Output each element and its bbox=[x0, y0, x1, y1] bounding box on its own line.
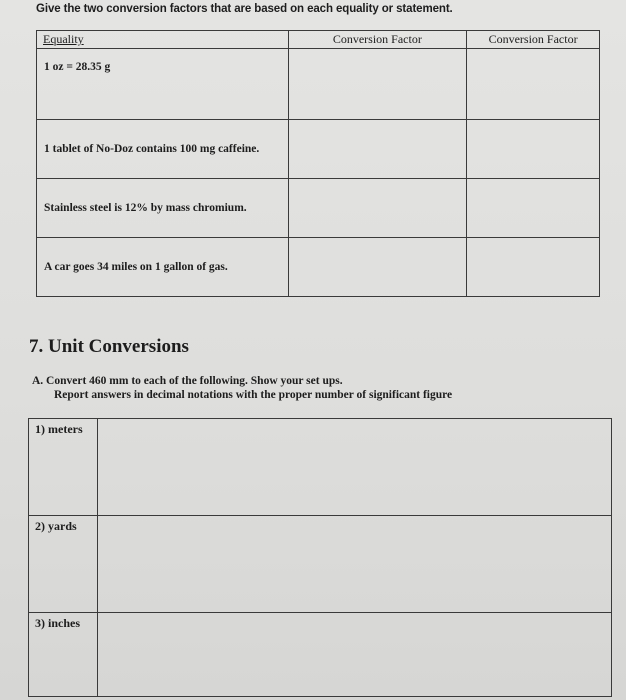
table-row bbox=[37, 49, 600, 120]
conversion-factor-answer-cell[interactable] bbox=[467, 120, 600, 179]
table-row bbox=[29, 613, 612, 697]
conversion-factor-answer-cell[interactable] bbox=[288, 179, 467, 238]
equality-statement: Stainless steel is 12% by mass chromium. bbox=[37, 179, 289, 238]
conversion-factor-header-2: Conversion Factor bbox=[467, 31, 600, 49]
conversion-factor-answer-cell[interactable] bbox=[467, 49, 600, 120]
conversion-item-label: 2) yards bbox=[29, 516, 98, 613]
conversion-factor-table bbox=[36, 30, 600, 297]
part-a-instructions bbox=[32, 374, 452, 402]
conversion-factor-answer-cell[interactable] bbox=[288, 120, 467, 179]
conversion-factor-answer-cell[interactable] bbox=[288, 238, 467, 297]
conversion-factor-answer-cell[interactable] bbox=[467, 179, 600, 238]
table-row bbox=[37, 238, 600, 297]
equality-header: Equality bbox=[37, 31, 289, 49]
table-row bbox=[29, 419, 612, 516]
conversion-work-area[interactable] bbox=[98, 516, 612, 613]
equality-statement: A car goes 34 miles on 1 gallon of gas. bbox=[37, 238, 289, 297]
part-a-line-1: A. Convert 460 mm to each of the following. Show your set ups. bbox=[32, 375, 343, 387]
section-title: 7. Unit Conversions bbox=[29, 336, 189, 357]
unit-conversion-table bbox=[28, 418, 612, 697]
conversion-factor-answer-cell[interactable] bbox=[288, 49, 467, 120]
conversion-work-area[interactable] bbox=[98, 613, 612, 697]
conversion-factor-answer-cell[interactable] bbox=[467, 238, 600, 297]
table-row bbox=[37, 179, 600, 238]
table-row bbox=[29, 516, 612, 613]
conversion-item-label: 3) inches bbox=[29, 613, 98, 697]
table-header-row bbox=[37, 31, 600, 49]
conversion-item-label: 1) meters bbox=[29, 419, 98, 516]
conversion-work-area[interactable] bbox=[98, 419, 612, 516]
conversion-factor-header-1: Conversion Factor bbox=[288, 31, 467, 49]
instruction-text: Give the two conversion factors that are based on each equality or statement. bbox=[36, 3, 453, 15]
part-a-line-2: Report answers in decimal notations with the proper number of significant figure bbox=[54, 389, 453, 401]
equality-statement: 1 tablet of No-Doz contains 100 mg caffeine. bbox=[37, 120, 289, 179]
table-row bbox=[37, 120, 600, 179]
equality-statement: 1 oz = 28.35 g bbox=[37, 49, 289, 120]
